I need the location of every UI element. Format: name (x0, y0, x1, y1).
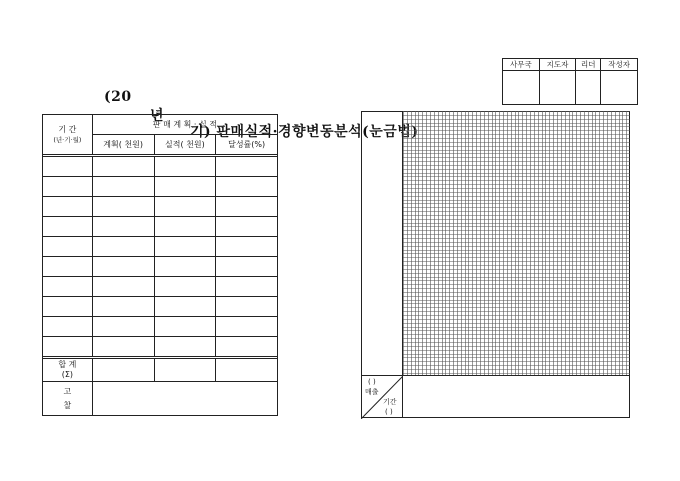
cell-actual[interactable] (154, 177, 216, 197)
cell-period[interactable] (43, 277, 93, 297)
cell-plan[interactable] (92, 297, 154, 317)
cell-plan[interactable] (92, 217, 154, 237)
table-row (43, 197, 278, 217)
table-row (43, 337, 278, 357)
cell-rate[interactable] (216, 217, 278, 237)
approval-sign-office[interactable] (503, 71, 540, 105)
cell-rate[interactable] (216, 157, 278, 177)
cell-plan[interactable] (92, 197, 154, 217)
sum-actual-cell[interactable] (154, 359, 216, 382)
cell-period[interactable] (43, 317, 93, 337)
cell-period[interactable] (43, 237, 93, 257)
cell-rate[interactable] (216, 197, 278, 217)
sum-symbol: (Σ) (61, 370, 74, 379)
cell-plan[interactable] (92, 257, 154, 277)
cell-period[interactable] (43, 197, 93, 217)
corner-x-label: 기간 (383, 398, 397, 406)
approval-header-instructor: 지도자 (539, 59, 576, 71)
col-header-plan: 계획( 천원) (92, 135, 154, 155)
cell-rate[interactable] (216, 277, 278, 297)
remark-row (43, 382, 278, 416)
cell-actual[interactable] (154, 317, 216, 337)
approval-sign-author[interactable] (601, 71, 638, 105)
table-row (43, 297, 278, 317)
cell-rate[interactable] (216, 317, 278, 337)
approval-header-leader: 리더 (576, 59, 601, 71)
y-axis-label-column[interactable] (361, 111, 403, 375)
title-part-year: (20 (104, 89, 132, 105)
cell-rate[interactable] (216, 257, 278, 277)
cell-period[interactable] (43, 217, 93, 237)
approval-sign-instructor[interactable] (539, 71, 576, 105)
approval-sign-leader[interactable] (576, 71, 601, 105)
sum-header (43, 359, 93, 382)
cell-rate[interactable] (216, 297, 278, 317)
approval-box (502, 58, 638, 105)
table-row (43, 157, 278, 177)
approval-header-office: 사무국 (503, 59, 540, 71)
cell-plan[interactable] (92, 177, 154, 197)
sum-row (43, 359, 278, 382)
cell-period[interactable] (43, 337, 93, 357)
table-row (43, 177, 278, 197)
table-row (43, 277, 278, 297)
cell-period[interactable] (43, 177, 93, 197)
cell-rate[interactable] (216, 237, 278, 257)
cell-plan[interactable] (92, 237, 154, 257)
corner-y-unit: ( ) (368, 378, 376, 386)
table-row (43, 237, 278, 257)
cell-actual[interactable] (154, 277, 216, 297)
cell-plan[interactable] (92, 337, 154, 357)
sum-label: 합 계 (58, 360, 77, 369)
period-header (43, 115, 93, 155)
cell-period[interactable] (43, 157, 93, 177)
corner-x-unit: ( ) (385, 408, 393, 416)
corner-y-label: 매출 (365, 388, 379, 396)
cell-period[interactable] (43, 257, 93, 277)
period-sublabel: (년·기·월) (53, 135, 82, 144)
remark-label-1: 고 (63, 386, 72, 396)
grid-lines (403, 111, 630, 375)
graph-grid[interactable] (403, 111, 630, 375)
chart-corner (361, 375, 403, 418)
remark-header (43, 382, 93, 416)
title-part-year-unit: 년 (150, 108, 165, 124)
remark-label-2: 찰 (63, 400, 72, 410)
cell-actual[interactable] (154, 257, 216, 277)
cell-plan[interactable] (92, 277, 154, 297)
cell-actual[interactable] (154, 297, 216, 317)
period-label: 기 간 (58, 124, 77, 134)
cell-plan[interactable] (92, 157, 154, 177)
sum-rate-cell[interactable] (216, 359, 278, 382)
col-header-rate: 달성률(%) (216, 135, 278, 155)
col-header-actual: 실적( 천원) (154, 135, 216, 155)
cell-actual[interactable] (154, 237, 216, 257)
cell-actual[interactable] (154, 157, 216, 177)
cell-plan[interactable] (92, 317, 154, 337)
cell-rate[interactable] (216, 177, 278, 197)
cell-period[interactable] (43, 297, 93, 317)
cell-actual[interactable] (154, 197, 216, 217)
approval-header-author: 작성자 (601, 59, 638, 71)
cell-actual[interactable] (154, 337, 216, 357)
plan-actual-group-header: 판 매 계 획 · 실 적 (92, 115, 277, 135)
sales-table (42, 114, 278, 416)
remark-input[interactable] (92, 382, 277, 416)
table-row (43, 317, 278, 337)
title-part-main: 기) 판매실적·경향변동분석(눈금법) (190, 124, 419, 140)
x-axis-label-row[interactable] (403, 375, 630, 418)
table-row (43, 257, 278, 277)
cell-actual[interactable] (154, 217, 216, 237)
table-row (43, 217, 278, 237)
sum-plan-cell[interactable] (92, 359, 154, 382)
cell-rate[interactable] (216, 337, 278, 357)
